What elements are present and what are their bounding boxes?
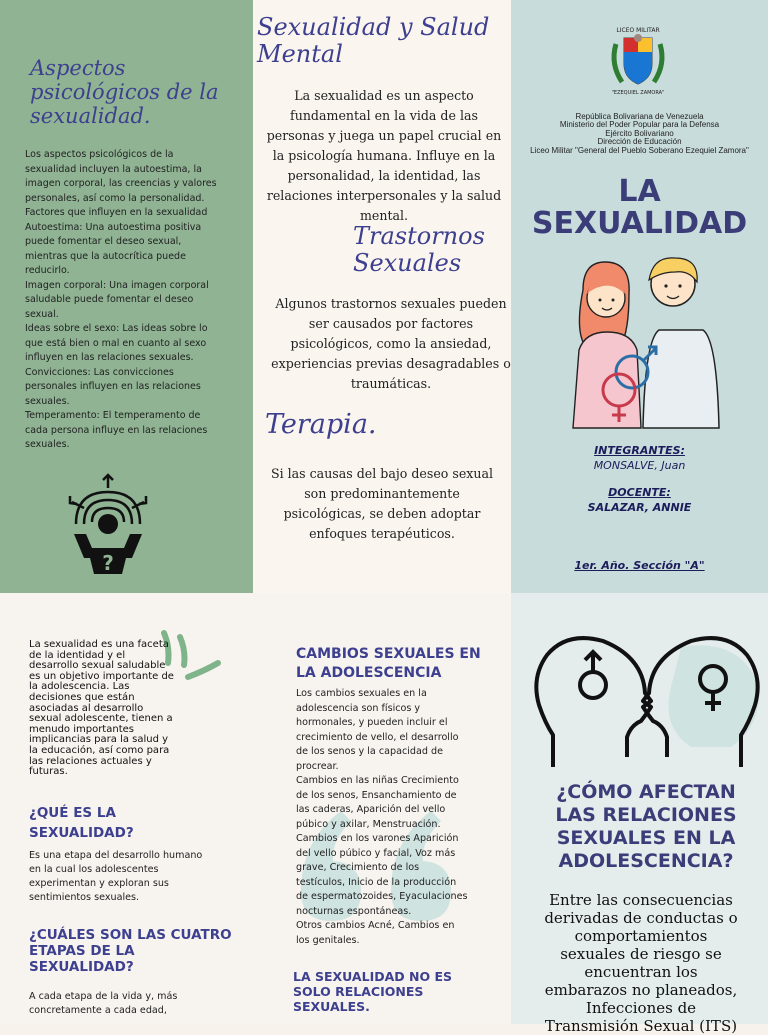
panel2-intro: La sexualidad es un aspecto fundamental en la vida de las personas y juega un papel crucial en la psicología humana. Influye en la personalidad, la identidad, las relaciones interpersonales y la salud mental. (266, 88, 502, 223)
panel2-title: Sexualidad y Salud Mental (257, 13, 490, 68)
institution-line: Ministerio del Poder Popular para la Defensa (559, 120, 720, 130)
school-emblem (608, 22, 668, 100)
confused-person-icon (62, 472, 154, 576)
cover-title-line2: SEXUALIDAD (531, 206, 748, 241)
emblem-top-text: LICEO MILITAR (616, 27, 660, 34)
panel1-paragraph: Imagen corporal: Una imagen corporal saludable puede fomentar el deseo sexual. (25, 279, 209, 320)
panel-psychological-aspects (0, 0, 253, 593)
q2-text: A cada etapa de la vida y, más concretamente a cada edad, (29, 991, 178, 1016)
institution-block (511, 113, 768, 155)
panel4-intro: La sexualidad es una faceta de la identidad y el desarrollo sexual saludable es un objetivo importante de la adolescencia. Las decisiones que están asociadas al desarrollo sexual adolescente, tienen a menudo importantes implicancias para la salud y la educación, así como para las relaciones actuales y futuras. (29, 639, 174, 778)
q1-text: Es una etapa del desarrollo humano en la cual los adolescentes experimentan y exploran sus sentimientos sexuales. (29, 850, 203, 903)
terapia-text: Si las causas del bajo deseo sexual son predominantemente psicológicas, se deben adoptar enfoques terapéuticos. (270, 466, 494, 541)
terapia-title: Terapia. (265, 409, 377, 440)
panel1-text (25, 148, 220, 453)
panel1-paragraph: Autoestima: Una autoestima positiva puede fomentar el deseo sexual, mientras que la autocrítica puede reducirlo. (25, 221, 202, 276)
docente-name: SALAZAR, ANNIE (587, 501, 692, 514)
panel1-paragraph: Convicciones: Las convicciones personales influyen en las relaciones sexuales. (25, 366, 201, 407)
panel5-title: CAMBIOS SEXUALES EN LA ADOLESCENCIA (296, 646, 481, 681)
trastornos-title: Trastornos Sexuales (353, 222, 485, 277)
panel1-paragraph: Los aspectos psicológicos de la sexualidad incluyen la autoestima, la imagen corporal, las creencias y valores personales, así como la personalidad. (25, 149, 217, 204)
panel-sexual-changes (253, 593, 511, 1024)
panel6-title: ¿CÓMO AFECTAN LAS RELACIONES SEXUALES EN LA ADOLESCENCIA? (555, 781, 737, 872)
panel1-paragraph: Temperamento: El temperamento de cada persona influye en las relaciones sexuales. (25, 410, 208, 450)
q2-title: ¿CUÁLES SON LAS CUATRO ETAPAS DE LA SEXUALIDAD? (29, 927, 232, 975)
panel5-subtitle: LA SEXUALIDAD NO ES SOLO RELACIONES SEXUALES. (293, 969, 452, 1014)
panel5-text (296, 687, 468, 948)
credits-block (511, 443, 768, 573)
panel1-title: Aspectos psicológicos de la sexualidad. (30, 56, 219, 128)
panel5-paragraph: Cambios en los varones Aparición del vello púbico y facial, Voz más grave, Crecimiento de los testículos, Inicio de la producción de espermatozoides, Eyaculaciones nocturnas espontáneas. (296, 833, 468, 917)
panel-how-relations-affect (511, 593, 768, 1035)
panel5-paragraph: Cambios en las niñas Crecimiento de los senos, Ensanchamiento de las caderas, Aparición del vello púbico y axilar, Menstruación. (296, 775, 459, 830)
panel5-paragraph: Otros cambios Acné, Cambios en los genitales. (296, 920, 455, 946)
cover-title-line1: LA (618, 174, 661, 209)
panel-cover (511, 0, 768, 593)
panel1-paragraph: Factores que influyen en la sexualidad (25, 207, 208, 218)
cover-title (511, 176, 768, 240)
question-mark: ? (102, 551, 114, 575)
panel1-paragraph: Ideas sobre el sexo: Las ideas sobre lo que está bien o mal en cuanto al sexo influyen en las relaciones sexuales. (25, 323, 208, 363)
section-label: 1er. Año. Sección "A" (574, 559, 705, 572)
emblem-bottom-text: "EZEQUIEL ZAMORA" (611, 90, 665, 96)
panel-what-is-sexuality (0, 593, 253, 1024)
docente-label: DOCENTE: (608, 486, 671, 499)
q1-title: ¿QUÉ ES LA SEXUALIDAD? (29, 805, 134, 841)
institution-line: República Bolivariana de Venezuela (575, 112, 704, 121)
integrantes-name: MONSALVE, Juan (593, 459, 686, 472)
trastornos-text: Algunos trastornos sexuales pueden ser causados por factores psicológicos, como la ansiedad, experiencias previas desagradables o traumáticas. (271, 296, 511, 391)
panel-sexuality-mental-health (253, 0, 511, 593)
institution-line: Ejército Bolivariano (605, 128, 674, 138)
integrantes-label: INTEGRANTES: (594, 444, 685, 457)
institution-line: Dirección de Educación (597, 137, 682, 147)
panel5-paragraph: Los cambios sexuales en la adolescencia son físicos y hormonales, y pueden incluir el crecimiento de vello, el desarrollo de los senos y la capacidad de procrear. (296, 688, 459, 772)
couple-illustration (569, 250, 719, 428)
panel6-text: Entre las consecuencias derivadas de conductas o comportamientos sexuales de riesgo se encuentran los embarazos no planeados, Infecciones de Transmisión Sexual (ITS) (544, 891, 738, 1035)
two-heads-gender-icon (531, 627, 763, 767)
institution-line: Liceo Militar "General del Pueblo Soberano Ezequiel Zamora" (530, 145, 749, 155)
